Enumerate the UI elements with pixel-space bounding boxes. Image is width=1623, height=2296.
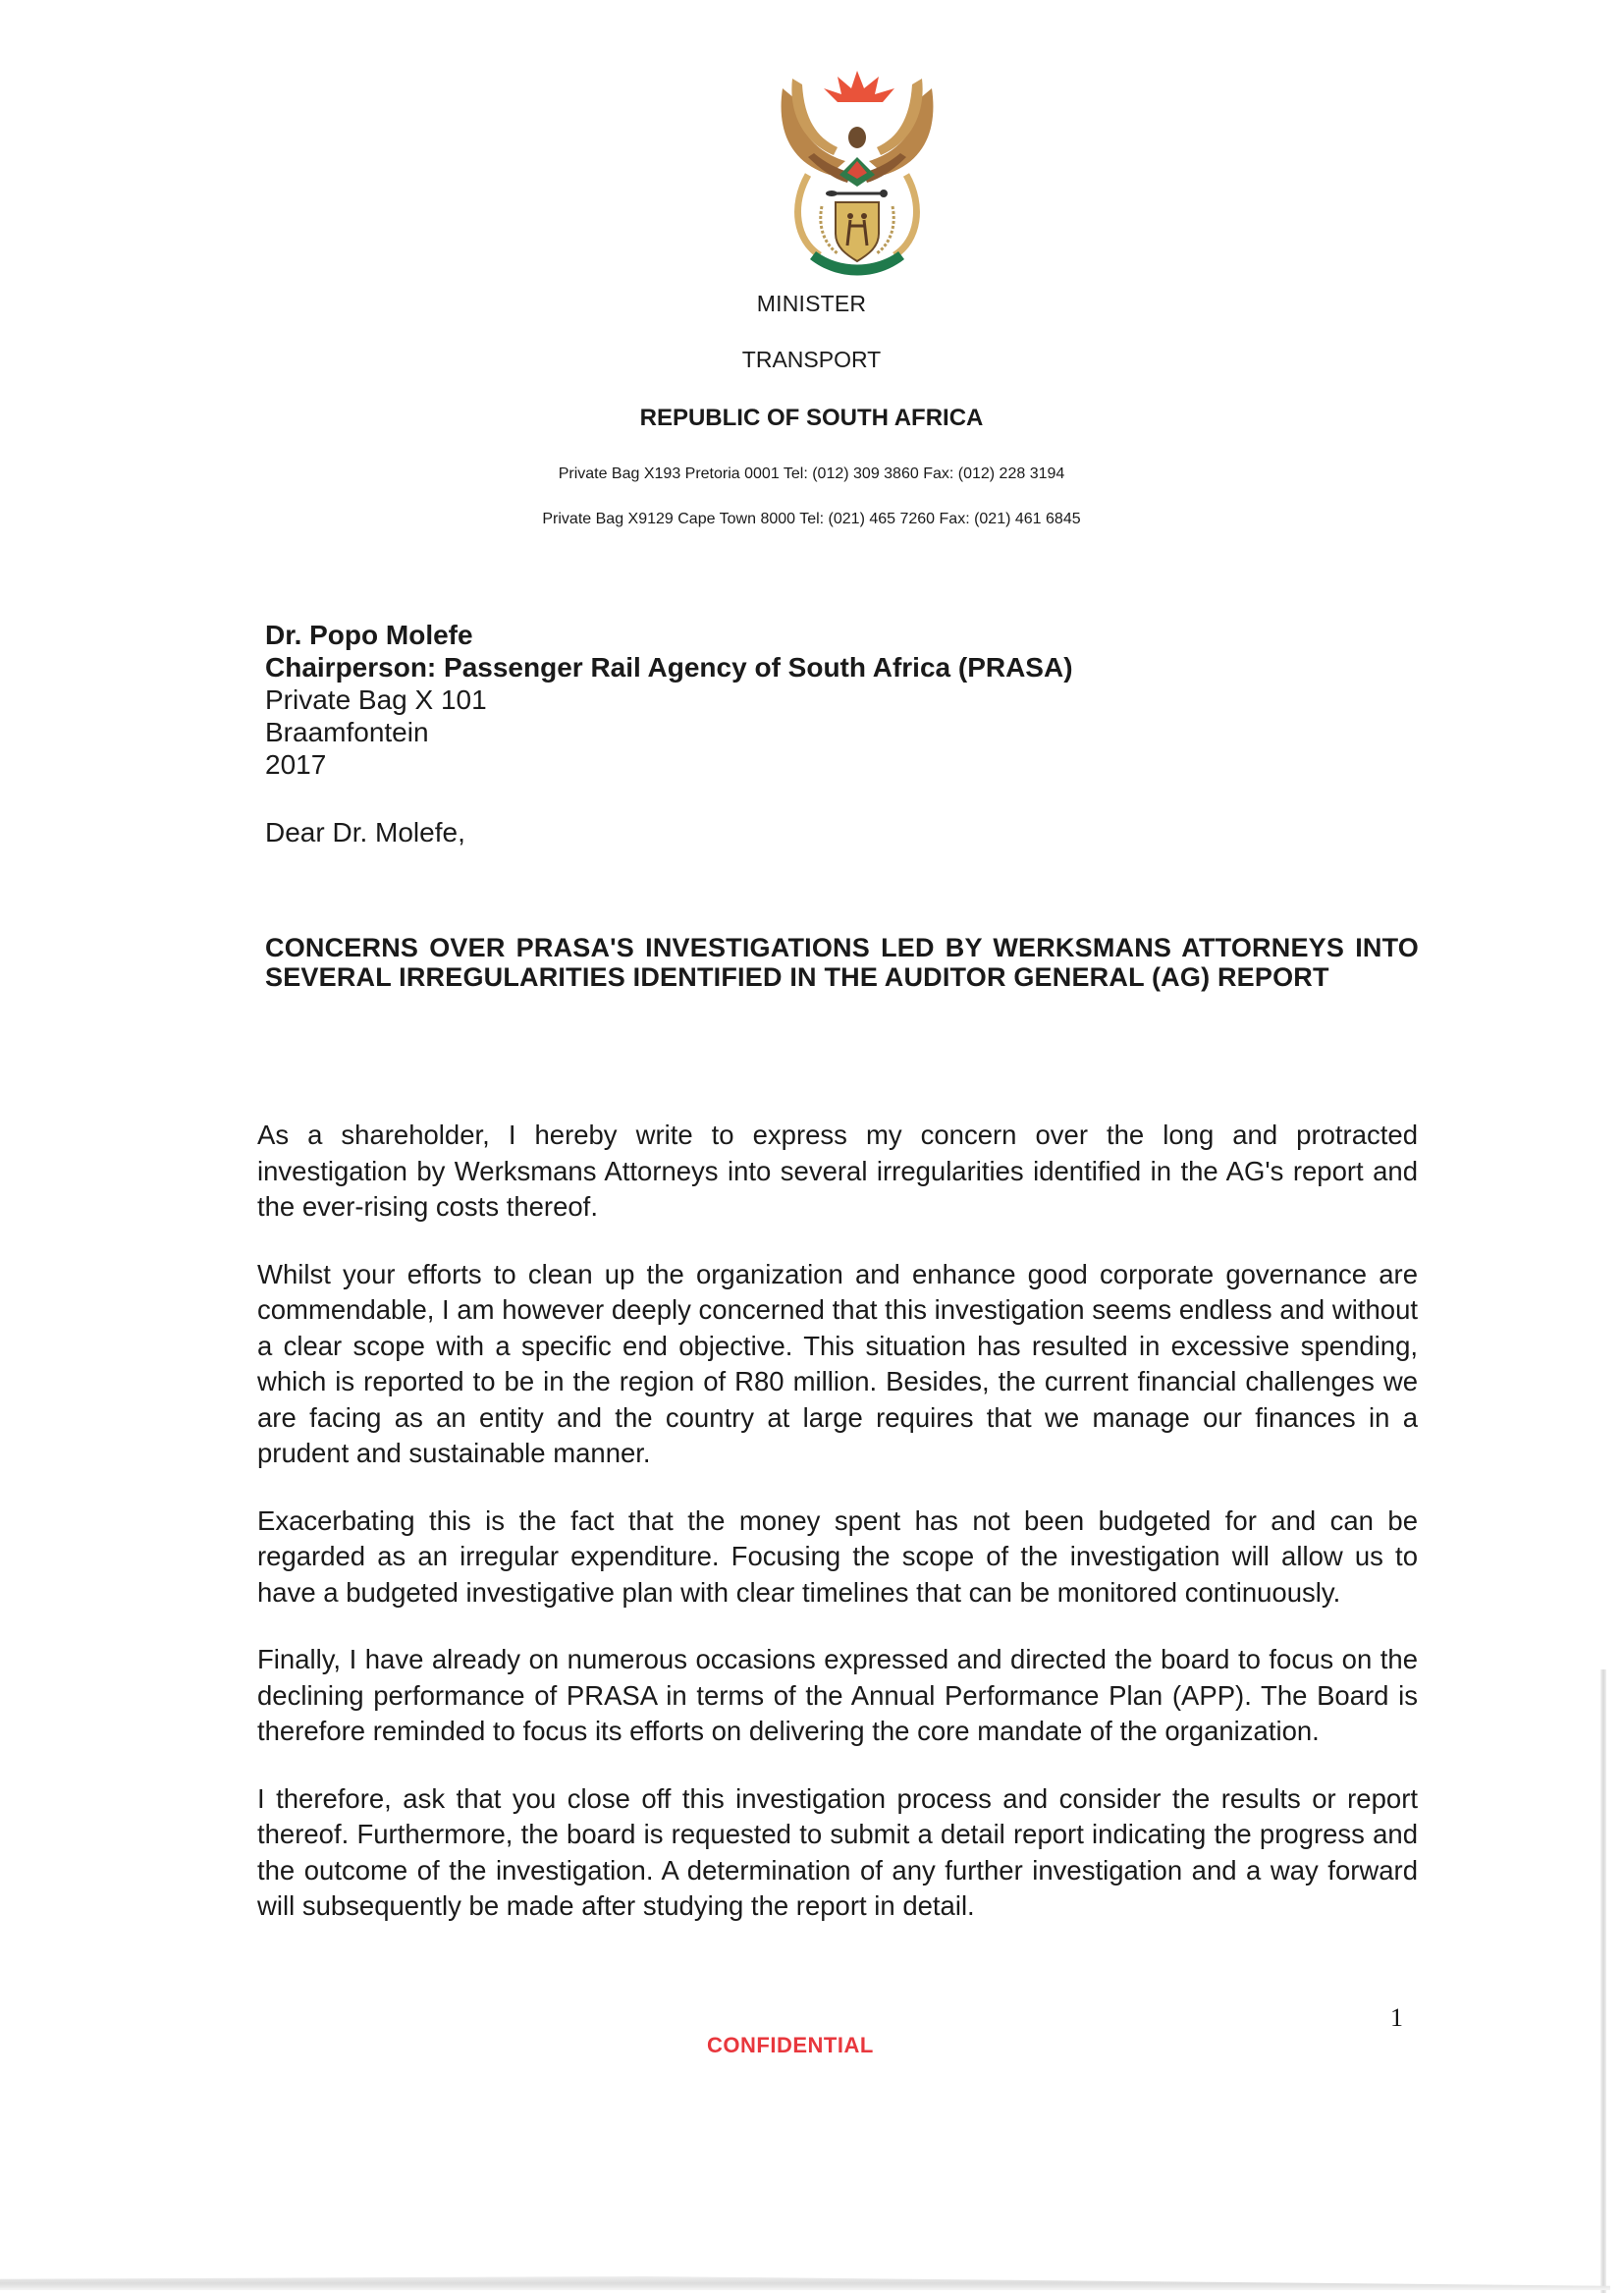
- coat-of-arms-icon: [769, 59, 946, 280]
- address-pretoria: Private Bag X193 Pretoria 0001 Tel: (012) 309 3860 Fax: (012) 228 3194: [558, 465, 1065, 482]
- country-title: REPUBLIC OF SOUTH AFRICA: [639, 405, 984, 431]
- body-paragraph: As a shareholder, I hereby write to express my concern over the long and protracted investigation by Werksmans Attorneys into several irregularities identified in the AG's report and the ever-rising costs thereof.: [257, 1120, 1418, 1222]
- recipient-address-line: Braamfontein: [265, 717, 429, 747]
- scan-edge-right: [1600, 1669, 1606, 2293]
- scan-edge-bottom: [0, 2276, 1610, 2290]
- recipient-address-line: Private Bag X 101: [265, 684, 487, 715]
- recipient-name: Dr. Popo Molefe: [265, 620, 473, 650]
- page-number: 1: [1390, 2003, 1403, 2032]
- body-paragraph: Exacerbating this is the fact that the money spent has not been budgeted for and can be regarded as an irregular expenditure. Focusing the scope of the investigation will allow us to have a budgeted investigative plan with clear timelines that can be monitored continuously.: [257, 1504, 1418, 1608]
- recipient-address-line: 2017: [265, 749, 327, 780]
- address-cape-town: Private Bag X9129 Cape Town 8000 Tel: (021) 465 7260 Fax: (021) 461 6845: [542, 511, 1081, 527]
- body-paragraph: Finally, I have already on numerous occasions expressed and directed the board to focus on the declining performance of PRASA in terms of the Annual Performance Plan (APP). The Board is therefore reminded to focus its efforts on delivering the core mandate of the organization.: [257, 1644, 1418, 1746]
- letter-body: [257, 1118, 1418, 1956]
- recipient-title: Chairperson: Passenger Rail Agency of South Africa (PRASA): [265, 652, 1073, 683]
- body-paragraph: I therefore, ask that you close off this investigation process and consider the results or report thereof. Furthermore, the board is requested to submit a detail report indicating the progress and the outcome of the investigation. A determination of any further investigation and a way forward will subsequently be made after studying the report in detail.: [257, 1782, 1418, 1921]
- confidential-label: CONFIDENTIAL: [707, 2033, 874, 2057]
- office-title: MINISTER: [756, 291, 867, 316]
- subject-heading: CONCERNS OVER PRASA'S INVESTIGATIONS LED BY WERKSMANS ATTORNEYS INTO SEVERAL IRREGULARITIES IDENTIFIED IN THE AUDITOR GENERAL (AG) REPORT: [265, 933, 1419, 992]
- salutation: Dear Dr. Molefe,: [265, 817, 465, 847]
- department-title: TRANSPORT: [741, 347, 882, 372]
- body-paragraph: Whilst your efforts to clean up the organization and enhance good corporate governance are commendable, I am however deeply concerned that this investigation seems endless and without a clear scope with a specific end objective. This situation has resulted in excessive spending, which is reported to be in the region of R80 million. Besides, the current financial challenges we are facing as an entity and the country at large requires that we manage our finances in a prudent and sustainable manner.: [257, 1258, 1418, 1468]
- recipient-block: [265, 619, 1073, 781]
